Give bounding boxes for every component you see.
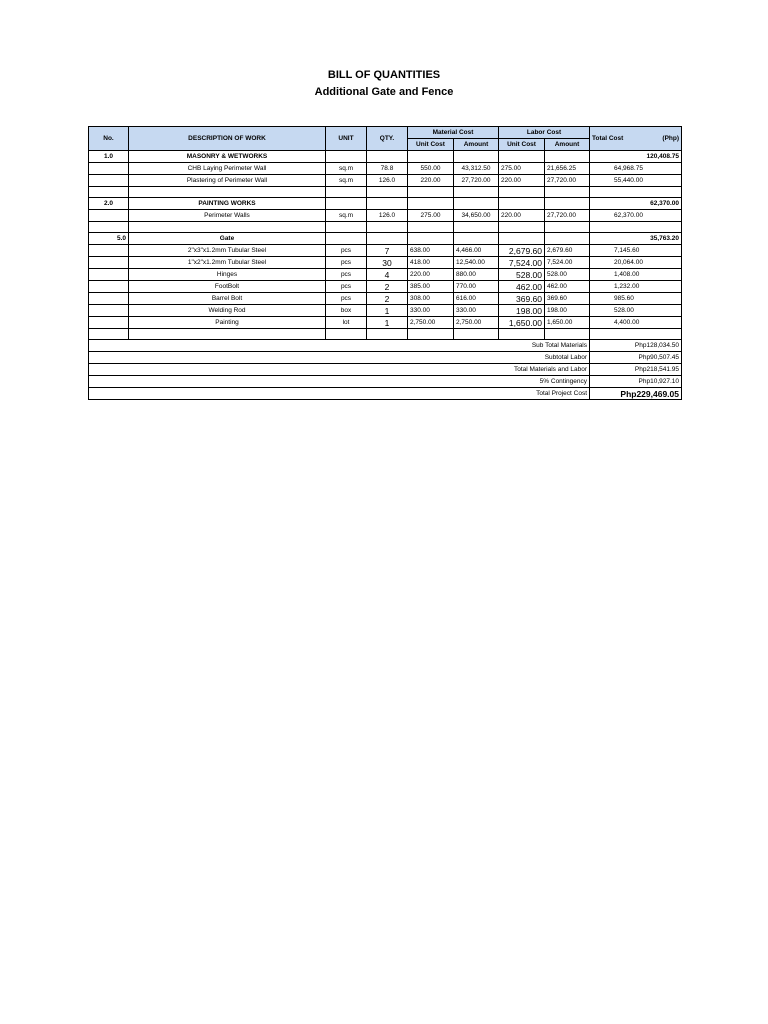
header-labor-cost: Labor Cost	[499, 127, 590, 139]
item-total-cost: 1,408.00	[590, 269, 682, 281]
item-material-amount: 43,312.50	[454, 163, 499, 175]
item-total-cost: 1,232.00	[590, 281, 682, 293]
item-labor-amount: 1,650.00	[545, 317, 590, 329]
table-row	[89, 305, 682, 317]
item-labor-unit-cost: 2,679.60	[499, 245, 545, 257]
header-material-cost: Material Cost	[408, 127, 499, 139]
section-total: 120,408.75	[590, 151, 682, 163]
item-qty: 78.8	[367, 163, 408, 175]
item-unit: sq.m	[326, 175, 367, 187]
summary-label: Total Materials and Labor	[89, 364, 590, 376]
item-unit: pcs	[326, 245, 367, 257]
item-description: FootBolt	[129, 281, 326, 293]
header-total-cost	[590, 127, 682, 151]
item-labor-unit-cost: 220.00	[499, 175, 545, 187]
item-labor-unit-cost: 462.00	[499, 281, 545, 293]
item-labor-unit-cost: 220.00	[499, 210, 545, 222]
section-title: PAINTING WORKS	[129, 198, 326, 210]
item-material-unit-cost: 385.00	[408, 281, 454, 293]
header-total-cost-label: Total Cost	[592, 134, 624, 142]
item-labor-unit-cost: 369.60	[499, 293, 545, 305]
item-total-cost: 64,968.75	[590, 163, 682, 175]
header-labor-amount: Amount	[545, 139, 590, 151]
item-material-unit-cost: 308.00	[408, 293, 454, 305]
item-unit: pcs	[326, 281, 367, 293]
header-qty: QTY.	[367, 127, 408, 151]
section-total: 62,370.00	[590, 198, 682, 210]
header-material-unit-cost: Unit Cost	[408, 139, 454, 151]
blank-row	[89, 222, 682, 233]
bill-of-quantities-table	[88, 126, 682, 400]
summary-row	[89, 376, 682, 388]
item-unit: pcs	[326, 293, 367, 305]
item-total-cost: 20,064.00	[590, 257, 682, 269]
table-row	[89, 281, 682, 293]
item-material-amount: 34,650.00	[454, 210, 499, 222]
item-material-unit-cost: 638.00	[408, 245, 454, 257]
summary-value: Php218,541.95	[590, 364, 682, 376]
header-total-cost-currency: (Php)	[662, 134, 680, 142]
summary-row	[89, 364, 682, 376]
item-material-unit-cost: 220.00	[408, 175, 454, 187]
item-material-amount: 330.00	[454, 305, 499, 317]
item-material-unit-cost: 418.00	[408, 257, 454, 269]
section-no: 1.0	[89, 151, 129, 163]
summary-row	[89, 388, 682, 400]
header-description: DESCRIPTION OF WORK	[129, 127, 326, 151]
item-material-amount: 770.00	[454, 281, 499, 293]
item-material-unit-cost: 330.00	[408, 305, 454, 317]
section-no: 2.0	[89, 198, 129, 210]
item-labor-amount: 27,720.00	[545, 175, 590, 187]
item-qty: 2	[367, 281, 408, 293]
header-unit: UNIT	[326, 127, 367, 151]
item-description: Perimeter Walls	[129, 210, 326, 222]
table-row	[89, 293, 682, 305]
summary-label: Total Project Cost	[89, 388, 590, 400]
summary-label: Subtotal Labor	[89, 352, 590, 364]
document-subtitle: Additional Gate and Fence	[314, 86, 454, 98]
item-unit: box	[326, 305, 367, 317]
item-unit: pcs	[326, 257, 367, 269]
table-row	[89, 269, 682, 281]
item-description: Hinges	[129, 269, 326, 281]
item-description: Plastering of Perimeter Wall	[129, 175, 326, 187]
item-material-amount: 27,720.00	[454, 175, 499, 187]
item-labor-amount: 369.60	[545, 293, 590, 305]
item-qty: 2	[367, 293, 408, 305]
blank-row	[89, 329, 682, 340]
item-total-cost: 7,145.60	[590, 245, 682, 257]
item-material-amount: 616.00	[454, 293, 499, 305]
item-total-cost: 55,440.00	[590, 175, 682, 187]
item-material-amount: 2,750.00	[454, 317, 499, 329]
section-total: 35,763.20	[590, 233, 682, 245]
item-unit: sq.m	[326, 163, 367, 175]
item-qty: 30	[367, 257, 408, 269]
item-labor-unit-cost: 275.00	[499, 163, 545, 175]
item-qty: 126.0	[367, 210, 408, 222]
item-qty: 4	[367, 269, 408, 281]
item-qty: 7	[367, 245, 408, 257]
item-unit: lot	[326, 317, 367, 329]
section-row	[89, 233, 682, 245]
item-total-cost: 4,400.00	[590, 317, 682, 329]
summary-row	[89, 352, 682, 364]
item-labor-amount: 462.00	[545, 281, 590, 293]
header-material-amount: Amount	[454, 139, 499, 151]
item-material-amount: 4,466.00	[454, 245, 499, 257]
section-no: 5.0	[89, 233, 129, 245]
item-total-cost: 62,370.00	[590, 210, 682, 222]
table-row	[89, 245, 682, 257]
item-unit: pcs	[326, 269, 367, 281]
item-total-cost: 985.60	[590, 293, 682, 305]
table-row	[89, 175, 682, 187]
item-labor-unit-cost: 7,524.00	[499, 257, 545, 269]
item-labor-unit-cost: 1,650.00	[499, 317, 545, 329]
blank-row	[89, 187, 682, 198]
item-labor-amount: 21,656.25	[545, 163, 590, 175]
section-title: Gate	[129, 233, 326, 245]
header-labor-unit-cost: Unit Cost	[499, 139, 545, 151]
total-project-cost-value: Php229,469.05	[590, 388, 682, 400]
summary-label: 5% Contingency	[89, 376, 590, 388]
table-row	[89, 210, 682, 222]
item-unit: sq.m	[326, 210, 367, 222]
table-row	[89, 317, 682, 329]
item-labor-unit-cost: 198.00	[499, 305, 545, 317]
table-row	[89, 257, 682, 269]
item-qty: 1	[367, 305, 408, 317]
item-description: Painting	[129, 317, 326, 329]
item-labor-amount: 7,524.00	[545, 257, 590, 269]
item-material-amount: 880.00	[454, 269, 499, 281]
summary-label: Sub Total Materials	[89, 340, 590, 352]
item-labor-amount: 27,720.00	[545, 210, 590, 222]
item-description: 2"x3"x1.2mm Tubular Steel	[129, 245, 326, 257]
item-material-unit-cost: 220.00	[408, 269, 454, 281]
summary-value: Php10,927.10	[590, 376, 682, 388]
summary-value: Php90,507.45	[590, 352, 682, 364]
item-description: Barrel Bolt	[129, 293, 326, 305]
item-qty: 1	[367, 317, 408, 329]
item-material-unit-cost: 550.00	[408, 163, 454, 175]
section-title: MASONRY & WETWORKS	[129, 151, 326, 163]
item-labor-unit-cost: 528.00	[499, 269, 545, 281]
document-title: BILL OF QUANTITIES	[327, 69, 441, 81]
section-row	[89, 151, 682, 163]
item-total-cost: 528.00	[590, 305, 682, 317]
item-description: 1"x2"x1.2mm Tubular Steel	[129, 257, 326, 269]
item-material-amount: 12,540.00	[454, 257, 499, 269]
table-row	[89, 163, 682, 175]
item-labor-amount: 528.00	[545, 269, 590, 281]
item-description: Welding Rod	[129, 305, 326, 317]
header-no: No.	[89, 127, 129, 151]
item-material-unit-cost: 275.00	[408, 210, 454, 222]
section-row	[89, 198, 682, 210]
item-material-unit-cost: 2,750.00	[408, 317, 454, 329]
item-qty: 126.0	[367, 175, 408, 187]
item-labor-amount: 2,679.60	[545, 245, 590, 257]
summary-row	[89, 340, 682, 352]
summary-value: Php128,034.50	[590, 340, 682, 352]
item-description: CHB Laying Perimeter Wall	[129, 163, 326, 175]
item-labor-amount: 198.00	[545, 305, 590, 317]
